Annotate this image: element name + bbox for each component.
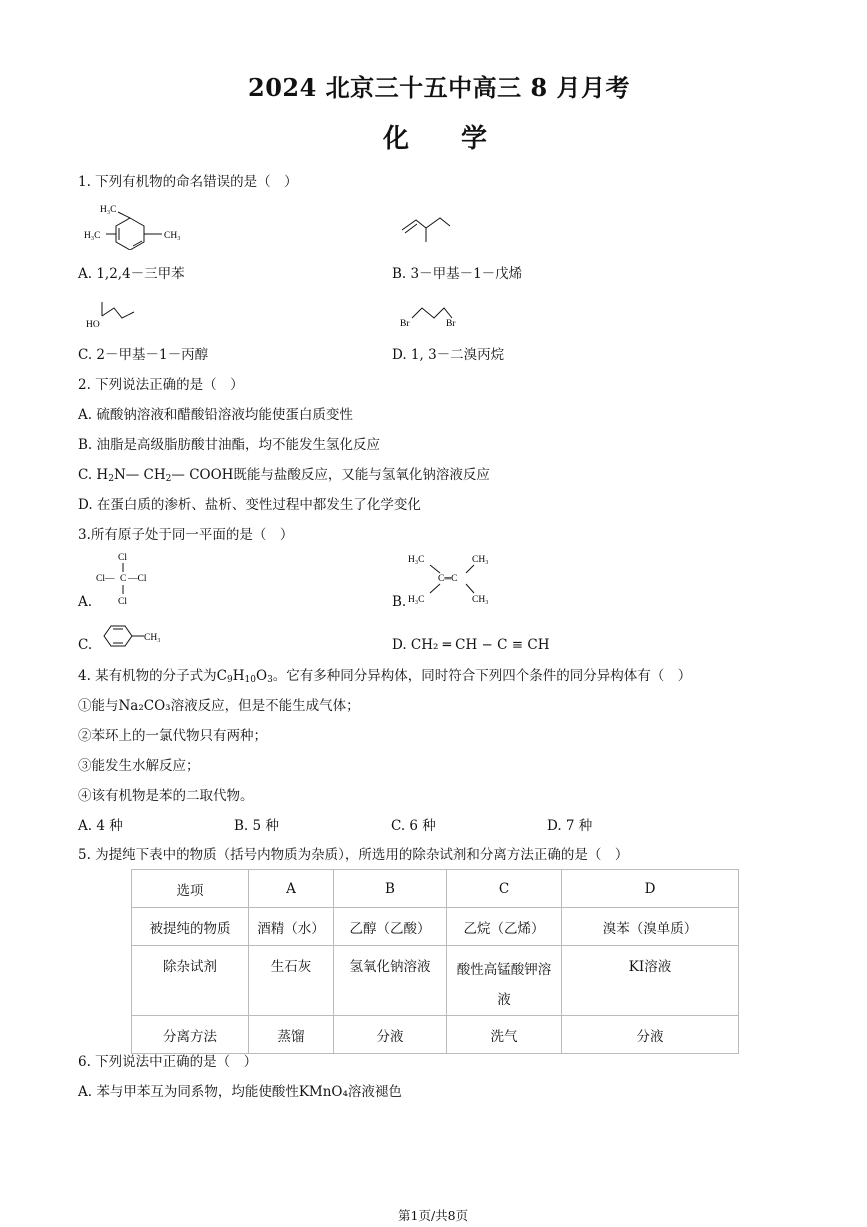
- q5-stem: 5. 为提纯下表中的物质（括号内物质为杂质），所选用的除杂试剂和分离方法正确的是（ ）: [78, 847, 629, 863]
- exam-title: 2024 北京三十五中高三 8 月月考: [248, 73, 631, 102]
- q3-molecule-b-structure: [408, 550, 508, 608]
- q2-option-d: D. 在蛋白质的渗析、盐析、变性过程中都发生了化学变化: [78, 497, 421, 513]
- q5-table-header-row: [132, 870, 739, 908]
- q3-option-b: B.: [392, 594, 407, 610]
- q3-option-d: D. CH₂ ═ CH − C ≡ CH: [392, 637, 550, 653]
- table-cell: 酒精（水）: [249, 908, 334, 946]
- q1-molecule-d-structure: [400, 304, 464, 330]
- q2-stem: 2. 下列说法正确的是（ ）: [78, 377, 244, 393]
- q3-mol-b-bl: H₃C: [408, 595, 425, 605]
- q4-condition-4: ④该有机物是苯的二取代物。: [78, 788, 254, 804]
- page-footer: 第1页/共8页: [398, 1208, 469, 1223]
- q2-option-c: C. $H_2N—$ $CH_2—$ COOH既能与盐酸反应，又能与氢氧化钠溶液反应: [78, 467, 490, 484]
- q1-molecule-b-structure: [400, 212, 452, 244]
- table-cell: 乙烷（乙烯）: [447, 908, 562, 946]
- q2-option-a: A. 硫酸钠溶液和醋酸铅溶液均能使蛋白质变性: [78, 407, 353, 423]
- q5-header-cell: D: [562, 870, 739, 908]
- q3-mol-b-center: C═C: [438, 574, 458, 584]
- table-cell: 除杂试剂: [132, 946, 249, 1016]
- table-cell: 分液: [334, 1016, 447, 1054]
- table-cell: 乙醇（乙酸）: [334, 908, 447, 946]
- q2-c-mid2: — COOH既能与盐酸反应，又能与氢氧化钠溶液反应: [171, 467, 490, 483]
- table-cell: 氢氧化钠溶液: [334, 946, 447, 1016]
- q3-option-a: A.: [78, 594, 93, 610]
- table-row: [132, 908, 739, 946]
- q4-stem: 4. 某有机物的分子式为$C_9H_{10}O_3$。它有多种同分异构体，同时符合下列四个条件的同分异构体有（ ）: [78, 668, 692, 685]
- q1-mol-a-label3: CH₃: [164, 231, 181, 241]
- table-row: [132, 1016, 739, 1054]
- q1-mol-d-label2: Br: [446, 319, 456, 329]
- q1-mol-a-label2: H₃C: [84, 231, 101, 241]
- subject-title: 化 学: [383, 124, 488, 154]
- table-cell: 分液: [562, 1016, 739, 1054]
- q5-table: [131, 869, 739, 1054]
- q3-stem: 3.所有原子处于同一平面的是（ ）: [78, 527, 294, 543]
- q4-option-b: B. 5 种: [234, 818, 279, 834]
- q3-molecule-a-structure: [96, 550, 156, 608]
- table-cell: 溴苯（溴单质）: [562, 908, 739, 946]
- q1-option-c: C. 2－甲基－1－丙醇: [78, 347, 209, 363]
- q1-stem: 1. 下列有机物的命名错误的是（ ）: [78, 174, 298, 190]
- q3-mol-c-label: CH₃: [144, 633, 161, 643]
- q5-header-cell: C: [447, 870, 562, 908]
- q3-mol-b-tl: H₃C: [408, 555, 425, 565]
- q1-option-d: D. 1, 3－二溴丙烷: [392, 347, 505, 363]
- q5-header-cell: 选项: [132, 870, 249, 908]
- table-cell: KI溶液: [562, 946, 739, 1016]
- q6-option-a: A. 苯与甲苯互为同系物，均能使酸性KMnO₄溶液褪色: [78, 1084, 402, 1100]
- q1-mol-a-label1: H₃C: [100, 205, 117, 215]
- table-cell: 洗气: [447, 1016, 562, 1054]
- q1-mol-c-label: HO: [86, 320, 100, 330]
- q3-mol-b-br: CH₃: [472, 595, 489, 605]
- q2-option-b: B. 油脂是高级脂肪酸甘油酯，均不能发生氢化反应: [78, 437, 381, 453]
- q4-condition-3: ③能发生水解反应；: [78, 758, 200, 774]
- q5-header-cell: B: [334, 870, 447, 908]
- q4-condition-2: ②苯环上的一氯代物只有两种；: [78, 728, 267, 744]
- q4-stem-prefix: 4. 某有机物的分子式为C: [78, 668, 228, 684]
- table-cell: 蒸馏: [249, 1016, 334, 1054]
- q1-molecule-a-structure: [84, 198, 194, 250]
- q1-mol-d-label1: Br: [400, 319, 410, 329]
- q3-mol-a-left: Cl—: [96, 574, 115, 584]
- q5-header-cell: A: [249, 870, 334, 908]
- q1-option-b: B. 3－甲基－1－戊烯: [392, 266, 523, 282]
- q4-condition-1: ①能与Na₂CO₃溶液反应，但是不能生成气体；: [78, 698, 360, 714]
- q2-c-prefix: C. H: [78, 467, 109, 483]
- q3-mol-a-right: —Cl: [128, 574, 147, 584]
- q4-stem-suffix: 。它有多种同分异构体，同时符合下列四个条件的同分异构体有（ ）: [272, 668, 692, 684]
- q3-mol-a-top: Cl: [118, 553, 127, 563]
- q3-mol-a-center: C: [120, 574, 127, 584]
- table-cell: 被提纯的物质: [132, 908, 249, 946]
- q3-mol-a-bottom: Cl: [118, 597, 127, 607]
- q4-option-d: D. 7 种: [547, 818, 593, 834]
- table-cell: 分离方法: [132, 1016, 249, 1054]
- q6-stem: 6. 下列说法中正确的是（ ）: [78, 1054, 258, 1070]
- q1-option-a: A. 1,2,4－三甲苯: [78, 266, 185, 282]
- q4-option-a: A. 4 种: [78, 818, 123, 834]
- q4-option-c: C. 6 种: [391, 818, 436, 834]
- q3-molecule-c-structure: [96, 622, 168, 650]
- q3-option-c: C.: [78, 637, 93, 653]
- table-row: [132, 946, 739, 1016]
- q2-c-mid1: N— CH: [113, 467, 166, 483]
- q3-mol-b-tr: CH₃: [472, 555, 489, 565]
- table-cell: 生石灰: [249, 946, 334, 1016]
- table-cell: 酸性高锰酸钾溶液: [447, 946, 562, 1016]
- q1-molecule-c-structure: [86, 296, 136, 332]
